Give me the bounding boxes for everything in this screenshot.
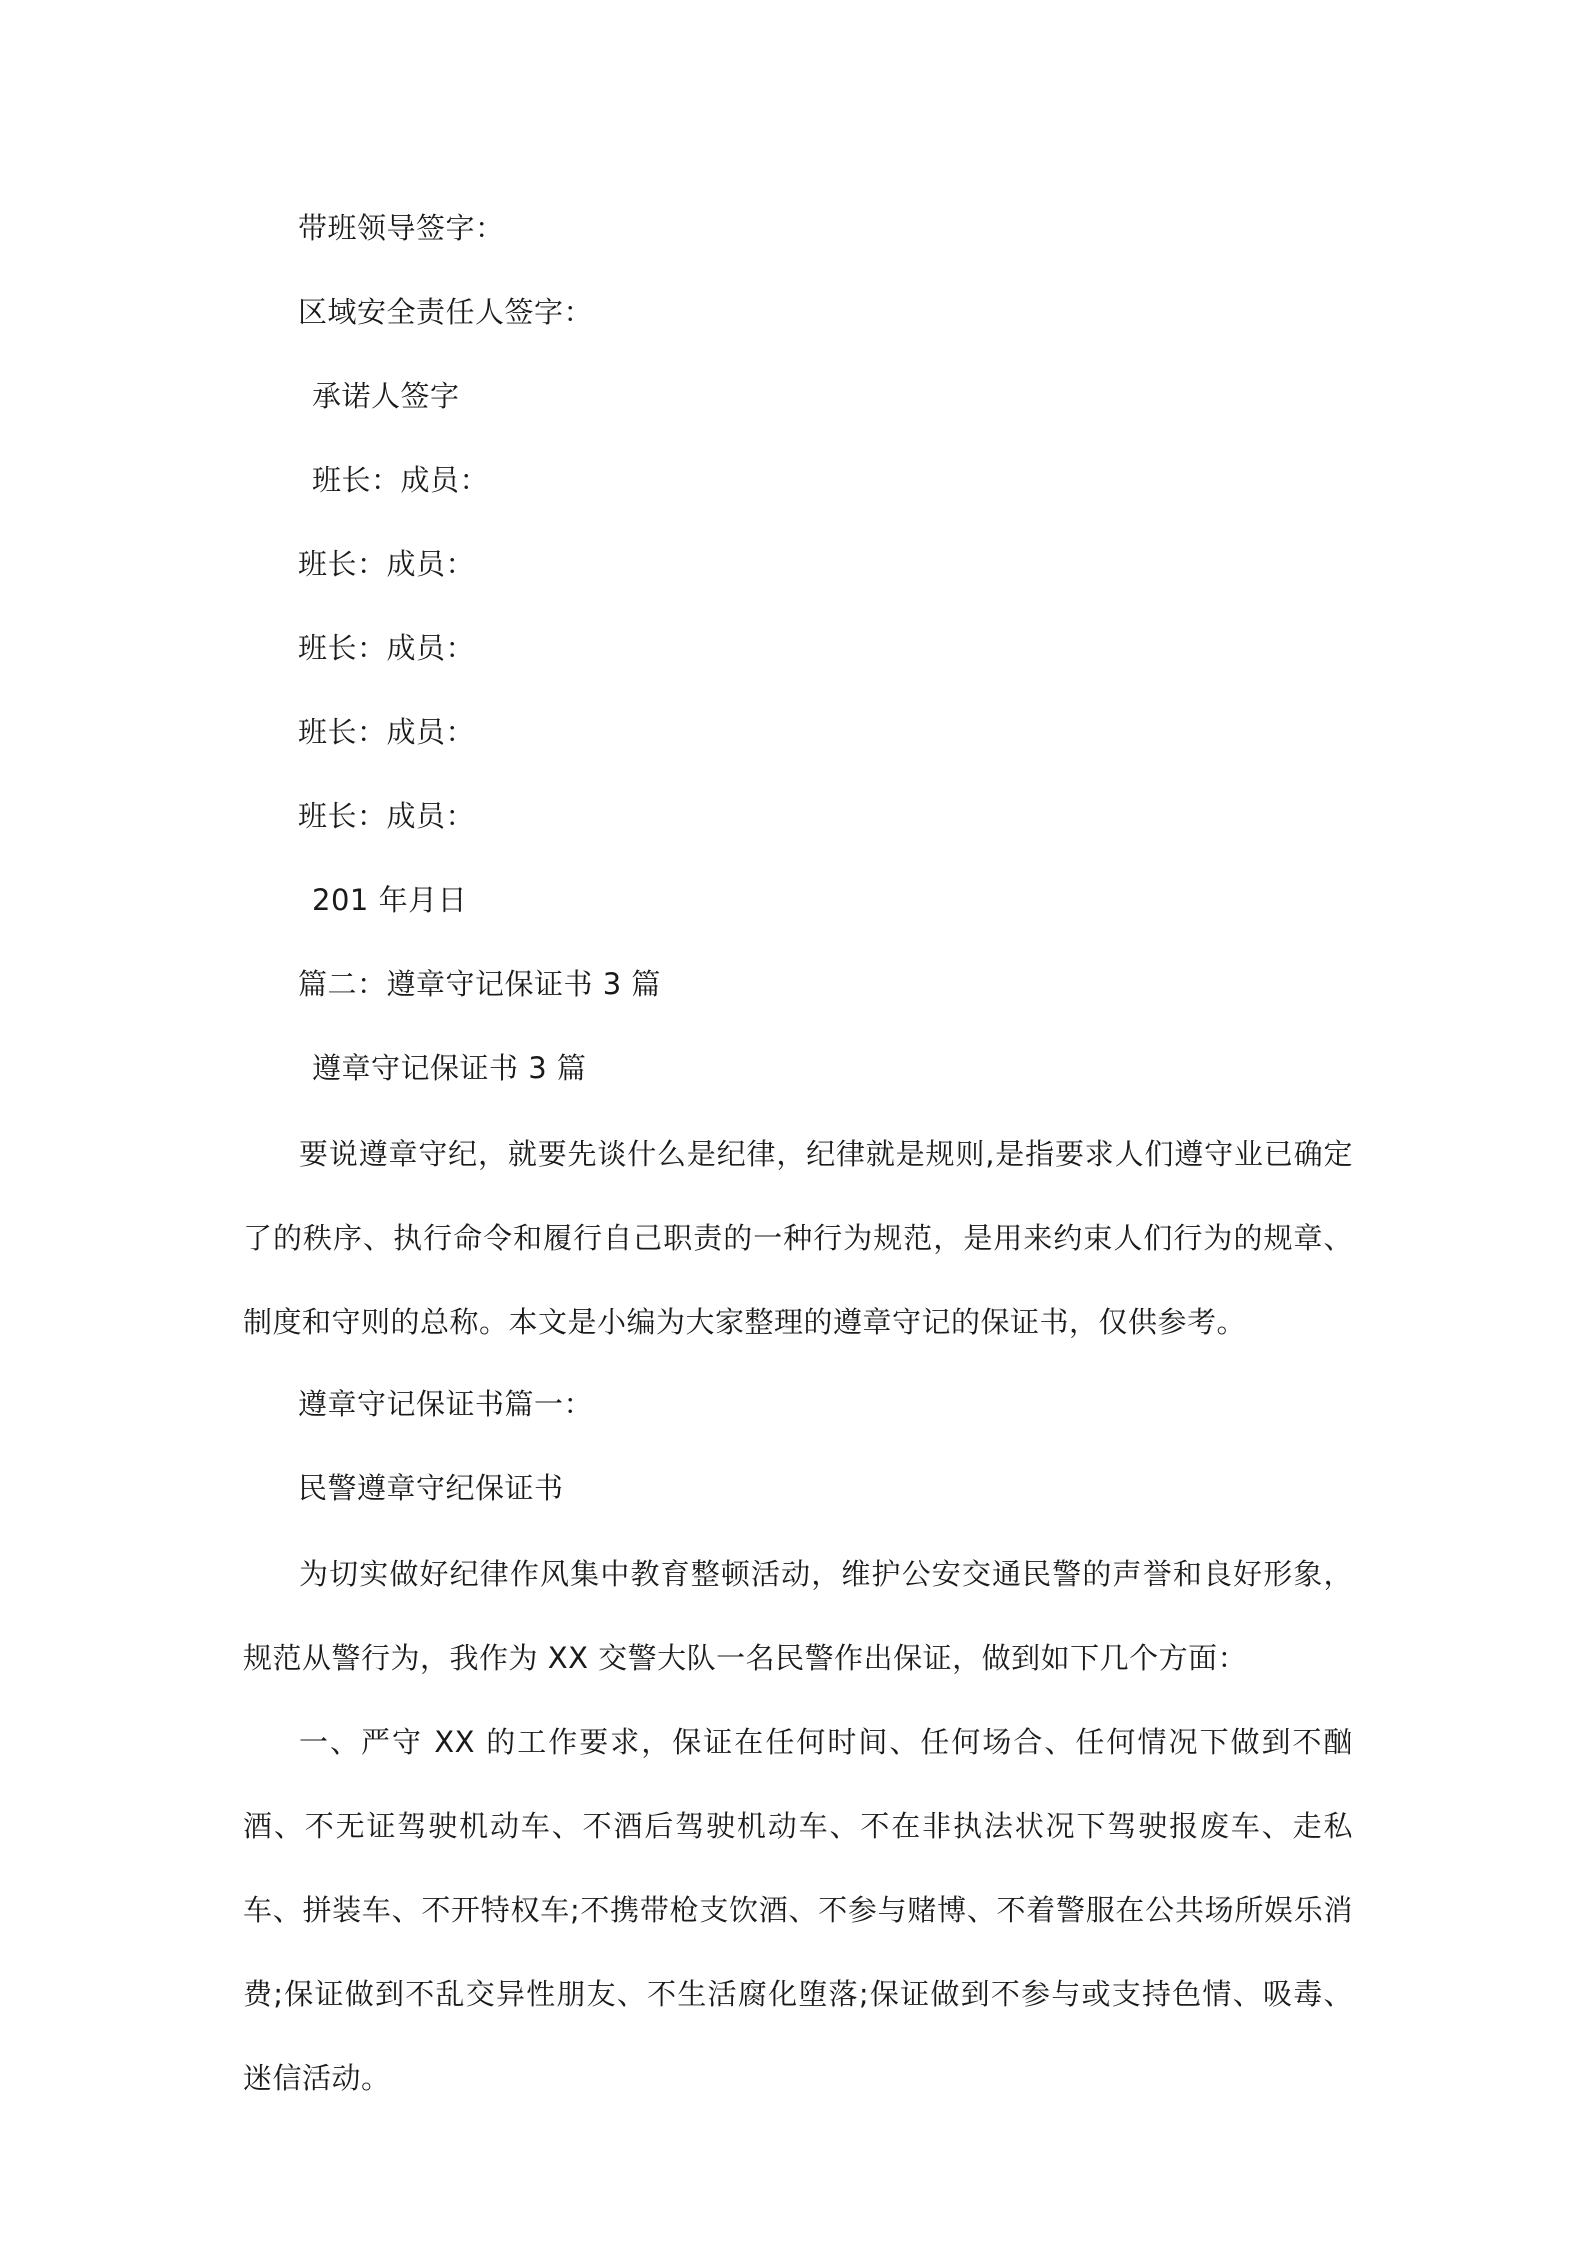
date-line: 201 年月日 (312, 883, 468, 917)
pledge-item-one-paragraph: 一、严守 XX 的工作要求，保证在任何时间、任何场合、任何情况下做到不酗酒、不无证驾驶机动车、不酒后驾驶机动车、不在非执法状况下驾驶报废车、走私车、拼装车、不开特权车;不携带枪支饮酒、不参与赌博、不着警服在公共场所娱乐消费;保证做到不乱交异性朋友、不生活腐化堕落;保证做到不参与或支持色情、吸毒、迷信活动。 (243, 1725, 1353, 2095)
team-leader-line: 班长：成员： (298, 715, 476, 749)
team-leader-line: 班长：成员： (312, 463, 490, 497)
team-leader-line: 班长：成员： (298, 799, 476, 833)
team-leader-line: 班长：成员： (298, 547, 476, 581)
promiser-signature-line: 承诺人签字 (312, 379, 460, 413)
chapter-title: 遵章守记保证书 3 篇 (312, 1051, 587, 1085)
section-one-heading: 遵章守记保证书篇一： (298, 1387, 594, 1421)
pledge-intro-paragraph: 为切实做好纪律作风集中教育整顿活动，维护公安交通民警的声誉和良好形象，规范从警行为，我作为 XX 交警大队一名民警作出保证，做到如下几个方面： (243, 1557, 1353, 1675)
area-safety-signature-line: 区域安全责任人签字： (298, 295, 594, 329)
intro-paragraph: 要说遵章守纪，就要先谈什么是纪律，纪律就是规则,是指要求人们遵守业已确定了的秩序、执行命令和履行自己职责的一种行为规范，是用来约束人们行为的规章、制度和守则的总称。本文是小编为大家整理的遵章守记的保证书，仅供参考。 (243, 1137, 1353, 1339)
document-title: 民警遵章守纪保证书 (298, 1471, 564, 1505)
shift-leader-signature-line: 带班领导签字： (298, 211, 505, 245)
team-leader-line: 班长：成员： (298, 631, 476, 665)
chapter-two-heading: 篇二：遵章守记保证书 3 篇 (298, 967, 661, 1001)
